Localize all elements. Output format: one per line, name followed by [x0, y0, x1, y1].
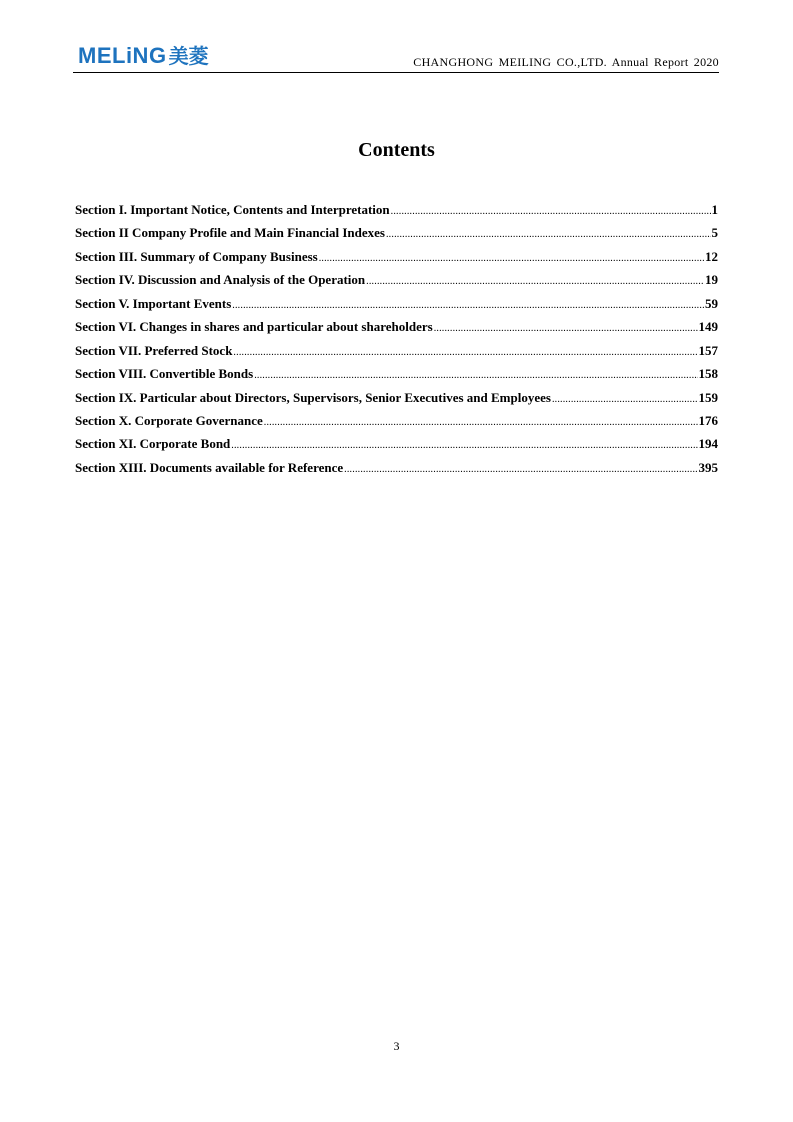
toc-leader-dots [254, 366, 697, 386]
toc-entry-label: Section X. Corporate Governance [75, 412, 263, 428]
toc-entry-label: Section XI. Corporate Bond [75, 436, 231, 452]
toc-entry[interactable] [75, 341, 718, 364]
toc-leader-dots [264, 413, 698, 433]
toc-entry-page: 194 [698, 436, 718, 452]
toc-entry-page: 19 [705, 272, 718, 288]
toc-leader-dots [552, 390, 698, 410]
toc-entry-label: Section II Company Profile and Main Financial Indexes [75, 225, 385, 241]
toc-entry[interactable] [75, 434, 718, 457]
toc-entry-label: Section IV. Discussion and Analysis of the Operation [75, 272, 366, 288]
toc-entry-label: Section V. Important Events [75, 295, 232, 311]
toc-entry-label: Section VI. Changes in shares and particular about shareholders [75, 319, 433, 335]
toc-entry-label: Section III. Summary of Company Business [75, 248, 318, 264]
toc-entry-page: 159 [698, 389, 718, 405]
toc-leader-dots [319, 249, 704, 269]
toc-entry-page: 158 [698, 366, 718, 382]
toc-leader-dots [434, 319, 698, 339]
logo-cjk-text: 美菱 [168, 44, 209, 68]
toc-entry-page: 157 [698, 342, 718, 358]
toc-entry[interactable] [75, 317, 718, 340]
toc-entry[interactable] [75, 270, 718, 293]
toc-leader-dots [391, 202, 711, 222]
header-report-title: CHANGHONG MEILING CO.,LTD. Annual Report 2020 [413, 55, 719, 69]
toc-entry-page: 5 [711, 225, 718, 241]
toc-entry[interactable] [75, 223, 718, 246]
toc-entry-page: 149 [698, 319, 718, 335]
toc-entry-label: Section VIII. Convertible Bonds [75, 366, 254, 382]
toc-leader-dots [233, 343, 697, 363]
toc-entry-label: Section IX. Particular about Directors, Supervisors, Senior Executives and Employees [75, 389, 551, 405]
toc-leader-dots [232, 296, 704, 316]
page-header [73, 38, 719, 73]
toc-leader-dots [366, 272, 704, 292]
toc-entry-label: Section I. Important Notice, Contents and Interpretation [75, 202, 390, 217]
toc-entry[interactable] [75, 247, 718, 270]
toc-entry-page: 59 [705, 295, 718, 311]
toc-entry-page: 1 [711, 202, 718, 217]
toc-leader-dots [386, 225, 711, 245]
toc-entry-page: 176 [698, 412, 718, 428]
page-title: Contents [358, 139, 435, 161]
toc-entry[interactable] [75, 388, 718, 411]
toc-leader-dots [231, 436, 697, 456]
toc-entry[interactable] [75, 294, 718, 317]
toc-entry[interactable] [75, 458, 718, 481]
toc-entry-page: 12 [705, 248, 718, 264]
toc-entry[interactable] [75, 411, 718, 434]
logo-latin-text: MELiNG [78, 43, 167, 68]
toc-entry-label: Section XIII. Documents available for Reference [75, 459, 344, 475]
table-of-contents [75, 200, 718, 481]
company-logo [78, 40, 209, 68]
toc-entry-label: Section VII. Preferred Stock [75, 342, 233, 358]
toc-leader-dots [344, 460, 697, 480]
toc-entry[interactable] [75, 364, 718, 387]
toc-entry-page: 395 [698, 459, 718, 475]
page-number: 3 [393, 1039, 400, 1053]
toc-entry[interactable] [75, 200, 718, 223]
